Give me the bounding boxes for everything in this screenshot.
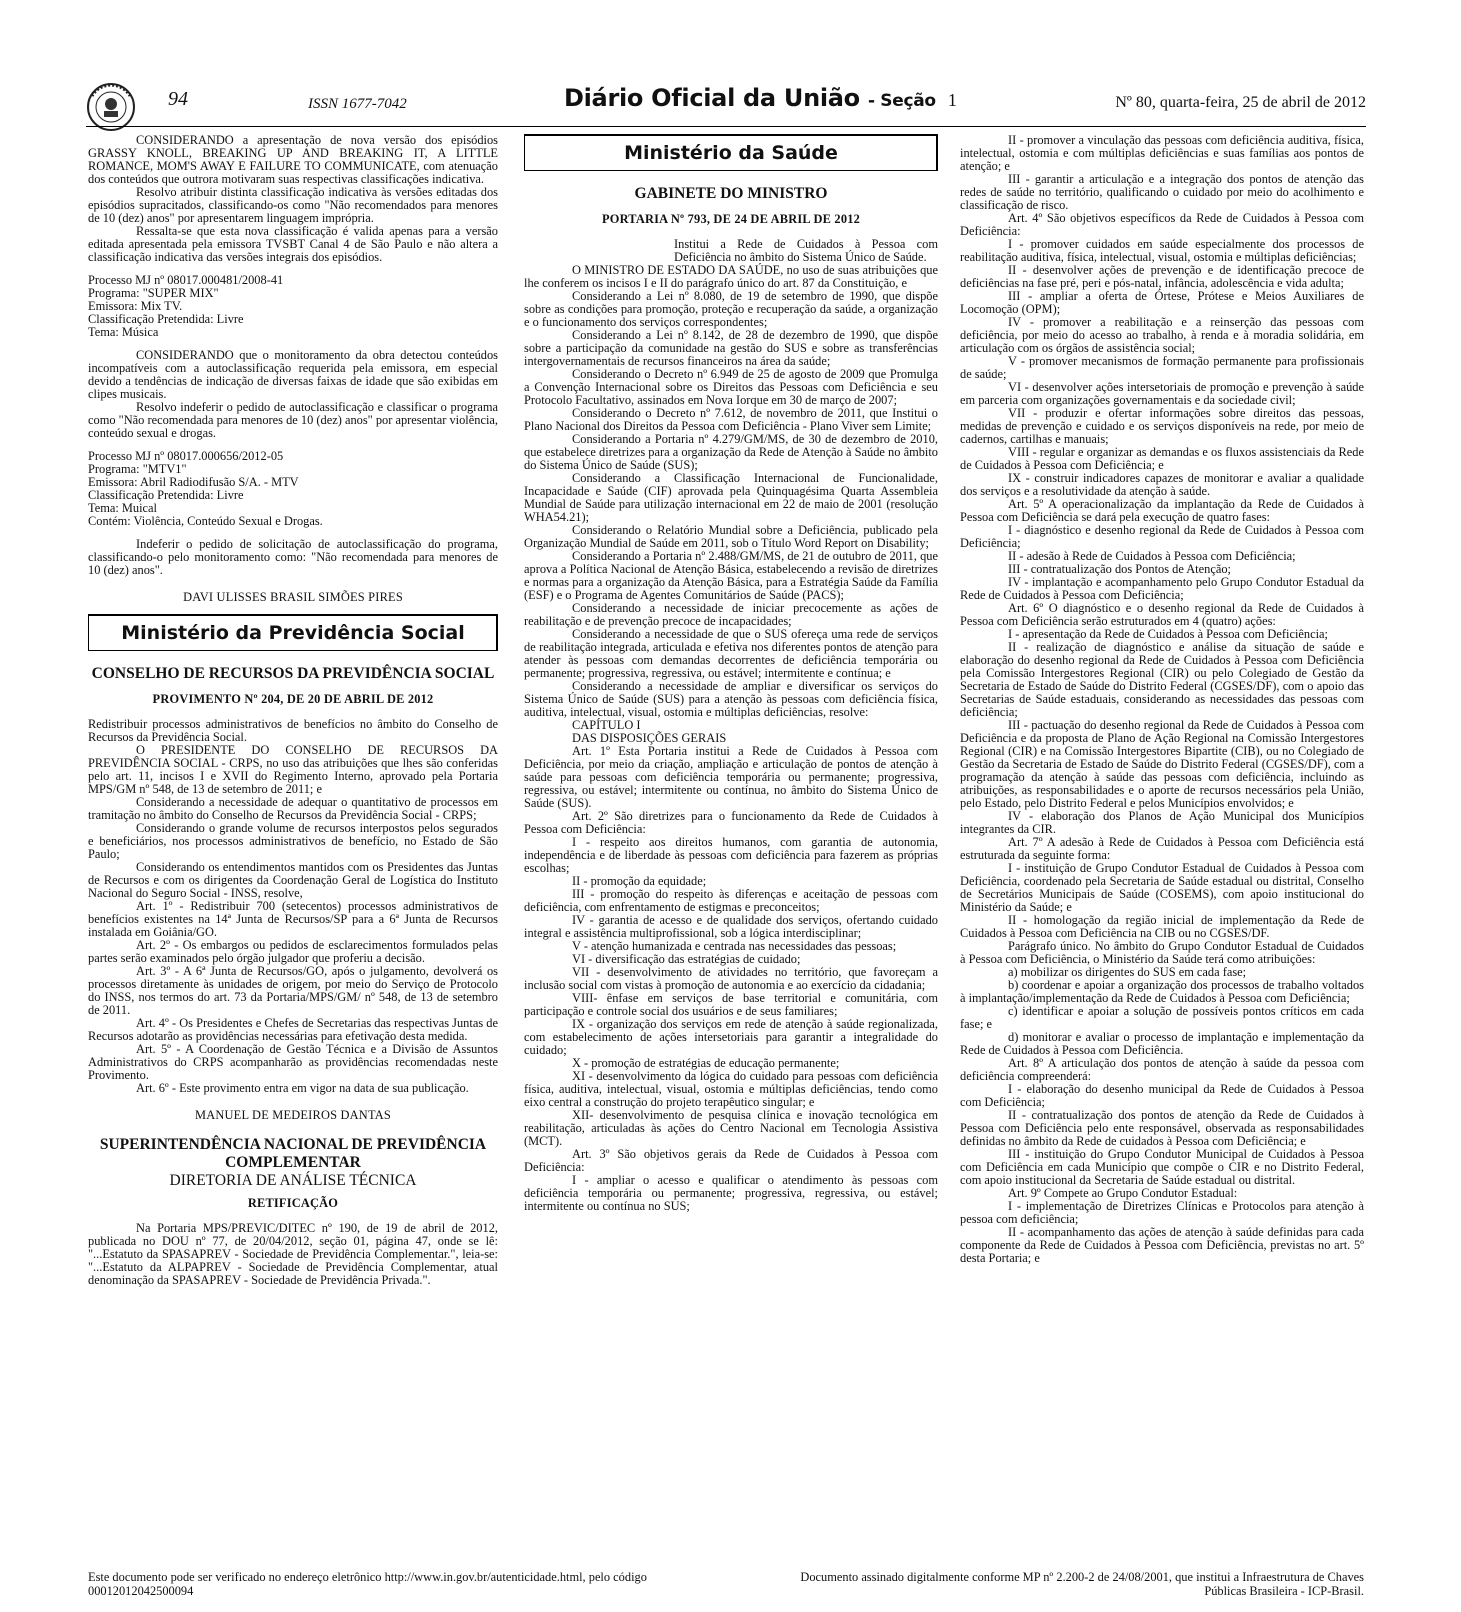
paragraph: V - promover mecanismos de formação permanente para profissionais de saúde; [960,354,1364,381]
process-line: Tema: Música [88,325,159,339]
paragraph: Art. 5º A operacionalização da implantação da Rede de Cuidados à Pessoa com Deficiência se dará pela execução de quatro fases: [960,497,1364,524]
paragraph: Art. 3º São objetivos gerais da Rede de Cuidados à Pessoa com Deficiência: [524,1147,938,1174]
paragraph: II - acompanhamento das ações de atenção à saúde definidas para cada componente da Rede de Cuidados à Pessoa com Deficiência, previstas no art. 5º desta Portaria; e [960,1225,1364,1265]
paragraph: III - promoção do respeito às diferenças e aceitação de pessoas com deficiência, com enfrentamento de estigmas e preconceitos; [524,887,938,914]
paragraph: VI - diversificação das estratégias de cuidado; [572,952,801,966]
chapter-title: DAS DISPOSIÇÕES GERAIS [572,731,727,745]
paragraph: Art. 9º Compete ao Grupo Condutor Estadual: [1008,1186,1238,1200]
paragraph: Art. 8º A articulação dos pontos de atenção à saúde da pessoa com deficiência compreenderá: [960,1056,1364,1083]
paragraph: Considerando o Decreto nº 6.949 de 25 de agosto de 2009 que Promulga a Convenção Internacional sobre os Direitos das Pessoas com Deficiência e seu Protocolo Facultativo, assinados em Nova Iorque em 30 de março de 2007; [524,367,938,407]
header-rule [86,126,1366,127]
paragraph: III - instituição do Grupo Condutor Municipal de Cuidados à Pessoa com Deficiência em cada Município que compõe o CIR e no Distrito Federal, com apoio institucional da Secretaria de Saúde estadual ou distrital. [960,1147,1364,1187]
paragraph: Considerando a necessidade de iniciar precocemente as ações de reabilitação e de prevenção precoce de incapacidades; [524,601,938,628]
paragraph: X - promoção de estratégias de educação permanente; [572,1056,840,1070]
paragraph: Considerando os entendimentos mantidos com os Presidentes das Juntas de Recursos e com os dirigentes da Coordenação Geral de Logística do Instituto Nacional do Seguro Social - INSS, resolve, [88,860,498,900]
paragraph: XII- desenvolvimento de pesquisa clínica e inovação tecnológica em reabilitação, articuladas às ações do Centro Nacional em Tecnologia Assistiva (MCT). [524,1108,938,1148]
paragraph: IV - implantação e acompanhamento pelo Grupo Condutor Estadual da Rede de Cuidados à Pessoa com Deficiência; [960,575,1364,602]
paragraph: Considerando a necessidade de ampliar e diversificar os serviços do Sistema Único de Saúde (SUS) para a atenção às pessoas com deficiência física, auditiva, intelectual, visual, ostomia e múltiplas deficiências, resolve: [524,679,938,719]
process-line: Programa: "MTV1" [88,462,187,476]
ministry-box [88,614,498,651]
paragraph: Art. 4º - Os Presidentes e Chefes de Secretarias das respectivas Juntas de Recursos adotarão as providências necessárias para efetivação desta medida. [88,1016,498,1043]
paragraph: Considerando a Portaria nº 4.279/GM/MS, de 30 de dezembro de 2010, que estabelece diretrizes para a organização da Rede de Atenção à Saúde no âmbito do Sistema Único de Saúde (SUS); [524,432,938,472]
paragraph: b) coordenar e apoiar a organização dos processos de trabalho voltados à implantação/implementação da Rede de Cuidados à Pessoa com Deficiência; [960,978,1364,1005]
paragraph: VII - desenvolvimento de atividades no território, que favoreçam a inclusão social com vistas à promoção de autonomia e ao exercício da cidadania; [524,965,938,992]
org-subtitle: DIRETORIA DE ANÁLISE TÉCNICA [169,1172,417,1189]
paragraph: VIII- ênfase em serviços de base territorial e comunitária, com participação e controle social dos usuários e de seus familiares; [524,991,938,1018]
paragraph: VI - desenvolver ações intersetoriais de promoção e prevenção à saúde em parceria com organizações governamentais e da sociedade civil; [960,380,1364,407]
paragraph: II - promover a vinculação das pessoas com deficiência auditiva, física, intelectual, ostomia e com múltiplas deficiências e suas famílias aos pontos de atenção; e [960,133,1364,173]
paragraph: Considerando a necessidade de adequar o quantitativo de processos em tramitação no âmbito do Conselho de Recursos da Previdência Social - CRPS; [88,795,498,822]
issn: ISSN 1677-7042 [308,96,407,112]
paragraph: I - respeito aos direitos humanos, com garantia de autonomia, independência e de liberdade às pessoas com deficiência para fazerem as próprias escolhas; [524,835,938,875]
process-line: Classificação Pretendida: Livre [88,488,244,502]
paragraph: a) mobilizar os dirigentes do SUS em cada fase; [1008,965,1247,979]
ministry-box [524,134,938,171]
section-number: 1 [947,90,957,110]
paragraph: I - instituição de Grupo Condutor Estadual de Cuidados à Pessoa com Deficiência, coordenado pela Secretaria de Saúde estadual ou distrital, Conselho de Secretários Municipais de Saúde (COSEMS), com apoio institucional do Ministério da Saúde; e [960,861,1364,914]
paragraph: VIII - regular e organizar as demandas e os fluxos assistenciais da Rede de Cuidados à Pessoa com Deficiência; e [960,445,1364,472]
paragraph: I - implementação de Diretrizes Clínicas e Protocolos para atenção à pessoa com deficiência; [960,1199,1364,1226]
paragraph: Considerando o Relatório Mundial sobre a Deficiência, publicado pela Organização Mundial de Saúde em 2011, sob o Título Word Report on Disability; [524,523,938,550]
paragraph: Na Portaria MPS/PREVIC/DITEC nº 190, de 19 de abril de 2012, publicada no DOU nº 77, de 20/04/2012, seção 01, página 47, onde se lê: "...Estatuto da SPASAPREV - Sociedade de Previdência Complementar.", leia-se: "...Estatuto da ALPAPREV - Sociedade de Previdência Complementar, atual denominação da SPASAPREV - Sociedade de Previdência Privada.". [88,1221,498,1287]
ministry-title: Ministério da Previdência Social [121,622,465,644]
process-line: Classificação Pretendida: Livre [88,312,244,326]
paragraph: I - diagnóstico e desenho regional da Rede de Cuidados à Pessoa com Deficiência; [960,523,1364,550]
paragraph: III - ampliar a oferta de Órtese, Prótese e Meios Auxiliares de Locomoção (OPM); [960,289,1364,316]
signature: MANUEL DE MEDEIROS DANTAS [195,1108,391,1122]
page-number: 94 [168,88,188,110]
paragraph: Considerando a Lei nº 8.080, de 19 de setembro de 1990, que dispõe sobre as condições para promoção, proteção e recuperação da saúde, a organização e o funcionamento dos serviços correspondentes; [524,289,938,329]
paragraph: Resolvo atribuir distinta classificação indicativa às versões editadas dos episódios supracitados, classificando-os como "Não recomendados para menores de 10 (dez) anos" por apresentarem linguagem imprópria. [88,185,498,225]
paragraph: c) identificar e apoiar a solução de possíveis pontos críticos em cada fase; e [960,1004,1364,1031]
column-3 [960,134,1364,1265]
paragraph: II - promoção da equidade; [572,874,707,888]
footer-signature-notice: Documento assinado digitalmente conforme MP nº 2.200-2 de 24/08/2001, que institui a Infraestrutura de Chaves Públicas Brasileira - ICP-Brasil. [800,1570,1364,1598]
paragraph: IV - garantia de acesso e de qualidade dos serviços, ofertando cuidado integral e assistência multiprofissional, sob a lógica interdisciplinar; [524,913,938,940]
org-title: SUPERINTENDÊNCIA NACIONAL DE PREVIDÊNCIA COMPLEMENTAR [99,1136,487,1171]
paragraph: I - promover cuidados em saúde especialmente dos processos de reabilitação auditiva, física, intelectual, visual, ostomia e múltiplas deficiências; [960,237,1364,264]
paragraph: Ressalta-se que esta nova classificação é valida apenas para a versão editada apresentada pela emissora TVSBT Canal 4 de São Paulo e não altera a classificação indicativa das versões integrais dos episódios. [88,224,498,264]
paragraph: II - desenvolver ações de prevenção e de identificação precoce de deficiências na fase pré, peri e pós-natal, infância, adolescência e vida adulta; [960,263,1364,290]
paragraph: IX - organização dos serviços em rede de atenção à saúde regionalizada, com estabelecimento de ações intersetoriais para garantir a integralidade do cuidado; [524,1017,938,1057]
paragraph: Art. 3º - A 6ª Junta de Recursos/GO, após o julgamento, devolverá os processos diretamente às unidades de origem, por meio do Serviço de Protocolo do INSS, nos termos do art. 73 da Portaria/MPS/GM/ nº 548, de 13 de setembro de 2011. [88,964,498,1017]
process-block [88,450,498,528]
paragraph: Considerando a Portaria nº 2.488/GM/MS, de 21 de outubro de 2011, que aprova a Política Nacional de Atenção Básica, estabelecendo a revisão de diretrizes e normas para a organização da Atenção Básica, para a Estratégia Saúde da Família (ESF) e o Programa de Agentes Comunitários de Saúde (PACS); [524,549,938,602]
paragraph: II - contratualização dos pontos de atenção da Rede de Cuidados à Pessoa com Deficiência pelo ente responsável, observada as responsabilidades definidas no âmbito da Rede de cuidados à Pessoa com Deficiência; e [960,1108,1364,1148]
act-title: PROVIMENTO Nº 204, DE 20 DE ABRIL DE 2012 [152,692,434,706]
paragraph: Indeferir o pedido de solicitação de autoclassificação do programa, classificando-o pelo monitoramento como: "Não recomendada para menores de 10 (dez) anos". [88,537,498,577]
paragraph: Art. 7º A adesão à Rede de Cuidados à Pessoa com Deficiência está estruturada da seguinte forma: [960,835,1364,862]
column-2 [524,134,938,1213]
text-block [88,538,498,577]
paragraph: VII - produzir e ofertar informações sobre direitos das pessoas, medidas de prevenção e cuidado e os serviços disponíveis na rede, por meio de cadernos, cartilhas e manuais; [960,406,1364,446]
page-header [86,82,1366,124]
paragraph: O MINISTRO DE ESTADO DA SAÚDE, no uso de suas atribuições que lhe conferem os incisos I e II do parágrafo único do art. 87 da Constituição, e [524,263,938,290]
section-label: - Seção [867,91,936,111]
paragraph: Art. 4º São objetivos específicos da Rede de Cuidados à Pessoa com Deficiência: [960,211,1364,238]
paragraph: II - realização de diagnóstico e análise da situação de saúde e elaboração do desenho regional da Rede de Cuidados à Pessoa com Deficiência pela Comissão Intergestores Regional (CIR) ou pelo Colegiado de Gestão da Secretaria de Estado de Saúde do Distrito Federal (CGSES/DF), com o apoio das Secretarias de Saúde estaduais, considerando as necessidades das pessoas com deficiência; [960,640,1364,719]
paragraph: Considerando a Lei nº 8.142, de 28 de dezembro de 1990, que dispõe sobre a participação da comunidade na gestão do SUS e sobre as transferências intergovernamentais de recursos financeiros na área da saúde; [524,328,938,368]
journal-name: Diário Oficial da União [564,84,860,112]
process-line: Contém: Violência, Conteúdo Sexual e Drogas. [88,514,323,528]
paragraph: V - atenção humanizada e centrada nas necessidades das pessoas; [572,939,897,953]
paragraph: CONSIDERANDO que o monitoramento da obra detectou conteúdos incompatíveis com a autoclassificação requerida pela emissora, em especial devido a tendências de indicação de diversas faixas de idade que são exibidas em clipes musicais. [88,348,498,401]
paragraph: III - pactuação do desenho regional da Rede de Cuidados à Pessoa com Deficiência e da proposta de Plano de Ação Regional na Comissão Intergestores Regional (CIR) e na Comissão Intergestores Bipartite (CIB), ou no Colegiado de Gestão da Secretaria de Estado de Saúde do Distrito Federal (CGSES/DF), com a programação da atenção à saúde das pessoas com deficiência, incluindo as atribuições, as responsabilidades e o aporte de recursos necessários pela União, pelo Estado, pelo Distrito Federal e pelos Municípios envolvidos; e [960,718,1364,810]
paragraph: XI - desenvolvimento da lógica do cuidado para pessoas com deficiência física, auditiva, intelectual, visual, ostomia e múltiplas deficiências, tendo como eixo central a construção do projeto terapêutico singular; e [524,1069,938,1109]
paragraph: Parágrafo único. No âmbito do Grupo Condutor Estadual de Cuidados à Pessoa com Deficiência, o Ministério da Saúde terá como atribuições: [960,939,1364,966]
footer-verification: Este documento pode ser verificado no endereço eletrônico http://www.in.gov.br/autenticidade.html, pelo código 00012012042500094 [88,1570,647,1598]
paragraph: Resolvo indeferir o pedido de autoclassificação e classificar o programa como "Não recomendada para menores de 10 (dez) anos" por apresentar violência, conteúdo sexual e drogas. [88,400,498,440]
journal-title [564,84,957,112]
ementa: Redistribuir processos administrativos de benefícios no âmbito do Conselho de Recursos da Previdência Social. [88,717,498,744]
column-1 [88,134,498,1287]
act-title: PORTARIA Nº 793, DE 24 DE ABRIL DE 2012 [601,212,861,226]
org-title: GABINETE DO MINISTRO [634,185,828,202]
paragraph: IV - promover a reabilitação e a reinserção das pessoas com deficiência, por meio do acesso ao trabalho, à renda e à moradia solidária, em articulação com os órgãos de assistência social; [960,315,1364,355]
paragraph: Art. 6º O diagnóstico e o desenho regional da Rede de Cuidados à Pessoa com Deficiência serão estruturados em 4 (quatro) ações: [960,601,1364,628]
paragraph: I - elaboração do desenho municipal da Rede de Cuidados à Pessoa com Deficiência; [960,1082,1364,1109]
signature: DAVI ULISSES BRASIL SIMÕES PIRES [183,590,403,604]
paragraph: d) monitorar e avaliar o processo de implantação e implementação da Rede de Cuidados à Pessoa com Deficiência. [960,1030,1364,1057]
process-line: Emissora: Abril Radiodifusão S/A. - MTV [88,475,299,489]
process-line: Processo MJ nº 08017.000656/2012-05 [88,449,284,463]
imprensa-nacional-seal-icon [86,82,136,132]
paragraph: Art. 1º - Redistribuir 700 (setecentos) processos administrativos de benefícios existentes na 14ª Junta de Recursos/SP para a 6ª Junta de Recursos instalada em Goiânia/GO. [88,899,498,939]
text-block [88,349,498,440]
paragraph: Considerando a necessidade de que o SUS ofereça uma rede de serviços de reabilitação integrada, articulada e efetiva nos diferentes pontos de atenção para atender às pessoas com demandas decorrentes de deficiência temporária ou permanente; progressiva, regressiva, ou estável; intermitente e contínua; e [524,627,938,680]
paragraph: Considerando o grande volume de recursos interpostos pelos segurados e beneficiários, nos processos administrativos de benefício, no Estado de São Paulo; [88,821,498,861]
paragraph: I - ampliar o acesso e qualificar o atendimento às pessoas com deficiência temporária ou permanente; progressiva, regressiva, ou estável; intermitente ou contínua no SUS; [524,1173,938,1213]
process-line: Emissora: Mix TV. [88,299,183,313]
process-line: Programa: "SUPER MIX" [88,286,219,300]
paragraph: Art. 2º - Os embargos ou pedidos de esclarecimentos formulados pelas partes serão examinados pelo órgão julgador que proferiu a decisão. [88,938,498,965]
process-line: Processo MJ nº 08017.000481/2008-41 [88,273,284,287]
org-title: CONSELHO DE RECURSOS DA PREVIDÊNCIA SOCIAL [91,665,495,682]
paragraph: Art. 2º São diretrizes para o funcionamento da Rede de Cuidados à Pessoa com Deficiência: [524,809,938,836]
paragraph: IV - elaboração dos Planos de Ação Municipal dos Municípios integrantes da CIR. [960,809,1364,836]
issue-date: Nº 80, quarta-feira, 25 de abril de 2012 [1115,94,1366,111]
paragraph: IX - construir indicadores capazes de monitorar e avaliar a qualidade dos serviços e a resolutividade da atenção à saúde. [960,471,1364,498]
paragraph: Art. 1º Esta Portaria institui a Rede de Cuidados à Pessoa com Deficiência, por meio da criação, ampliação e articulação de pontos de atenção à saúde para pessoas com deficiência temporária ou permanente; progressiva, regressiva, ou estável; intermitente ou contínua, no âmbito do Sistema Único de Saúde (SUS). [524,744,938,810]
paragraph: II - homologação da região inicial de implementação da Rede de Cuidados à Pessoa com Deficiência na CIB ou no CGSES/DF. [960,913,1364,940]
paragraph: III - contratualização dos Pontos de Atenção; [1008,562,1231,576]
paragraph: II - adesão à Rede de Cuidados à Pessoa com Deficiência; [1008,549,1296,563]
paragraph: III - garantir a articulação e a integração dos pontos de atenção das redes de saúde no território, qualificando o cuidado por meio do acolhimento e classificação de risco. [960,172,1364,212]
paragraph: I - apresentação da Rede de Cuidados à Pessoa com Deficiência; [1008,627,1328,641]
ementa: Institui a Rede de Cuidados à Pessoa com Deficiência no âmbito do Sistema Único de Saúde. [674,237,938,264]
process-block [88,274,498,339]
chapter-heading: CAPÍTULO I [572,718,641,732]
ministry-title: Ministério da Saúde [624,142,838,164]
paragraph: Considerando a Classificação Internacional de Funcionalidade, Incapacidade e Saúde (CIF) aprovada pela Quinquagésima Quarta Assembleia Mundial de Saúde para utilização internacional em 22 de maio de 2001 (resolução WHA54.21); [524,471,938,524]
act-title: RETIFICAÇÃO [247,1196,339,1210]
paragraph: Art. 5º - A Coordenação de Gestão Técnica e a Divisão de Assuntos Administrativos do CRPS acompanharão as providências recomendadas neste Provimento. [88,1042,498,1082]
process-line: Tema: Muical [88,501,157,515]
paragraph: O PRESIDENTE DO CONSELHO DE RECURSOS DA PREVIDÊNCIA SOCIAL - CRPS, no uso das atribuições que lhes são conferidas pelo art. 11, incisos I e XVII do Regimento Interno, aprovado pela Portaria MPS/GM nº 548, de 13 de setembro de 2011; e [88,743,498,796]
paragraph: CONSIDERANDO a apresentação de nova versão dos episódios GRASSY KNOLL, BREAKING UP AND BREAKING IT, A LITTLE ROMANCE, MOM'S AWAY E FAILURE TO COMMUNICATE, com atenuação dos conteúdos que outrora motivaram suas respectivas classificações indicativa. [88,133,498,186]
paragraph: Considerando o Decreto nº 7.612, de novembro de 2011, que Institui o Plano Nacional dos Direitos da Pessoa com Deficiência - Plano Viver sem Limite; [524,406,938,433]
paragraph: Art. 6º - Este provimento entra em vigor na data de sua publicação. [136,1081,469,1095]
